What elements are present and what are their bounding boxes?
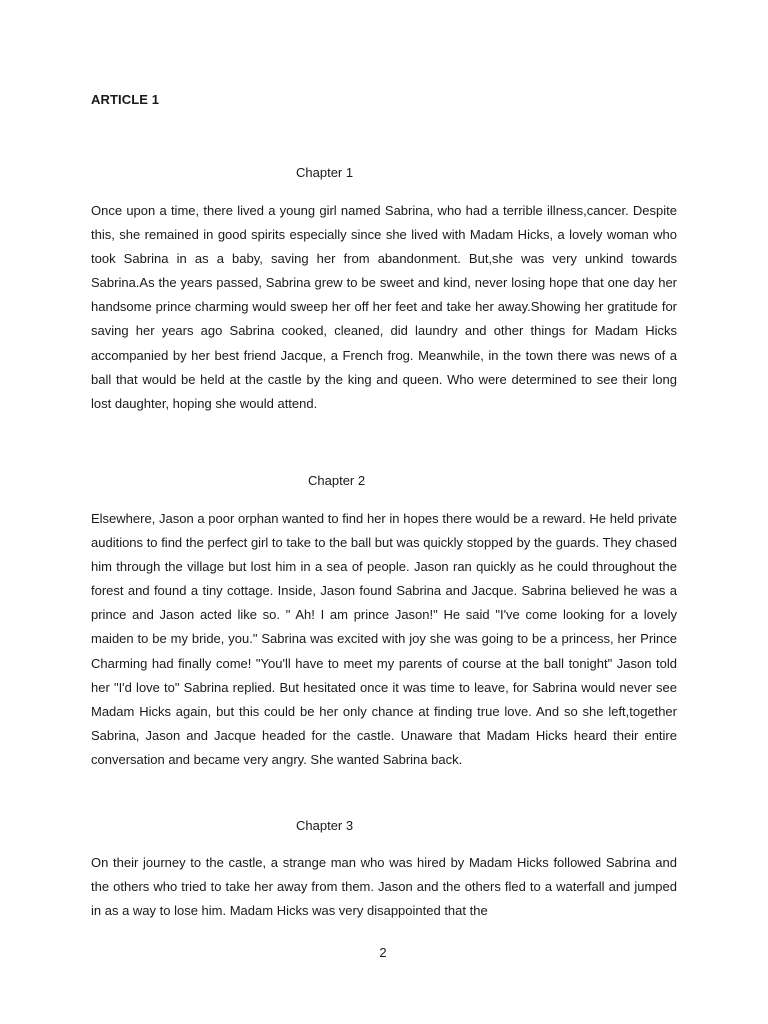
- chapter-2-paragraph: Elsewhere, Jason a poor orphan wanted to find her in hopes there would be a reward. He held private auditions to find the perfect girl to take to the ball but was quickly stopped by the guards. They chased him through the village but lost him in a sea of people. Jason ran quickly as he could throughout the forest and found a tiny cottage. Inside, Jason found Sabrina and Jacque. Sabrina believed he was a prince and Jason acted like so. " Ah! I am prince Jason!" He said "I've come looking for a lovely maiden to be my bride, you." Sabrina was excited with joy she was going to be a princess, her Prince Charming had finally come! "You'll have to meet my parents of course at the ball tonight" Jason told her "I'd love to" Sabrina replied. But hesitated once it was time to leave, for Sabrina would never see Madam Hicks again, but this could be her only chance at finding true love. And so she left,together Sabrina, Jason and Jacque headed for the castle. Unaware that Madam Hicks heard their entire conversation and became very angry. She wanted Sabrina back.: [91, 511, 677, 767]
- article-heading: ARTICLE 1: [91, 92, 160, 107]
- chapter-1-title: Chapter 1: [296, 165, 354, 180]
- chapter-3-paragraph: On their journey to the castle, a strange man who was hired by Madam Hicks followed Sabrina and the others who tried to take her away from them. Jason and the others fled to a waterfall and jumped in as a way to lose him. Madam Hicks was very disappointed that the: [91, 855, 677, 919]
- chapter-1-paragraph: Once upon a time, there lived a young girl named Sabrina, who had a terrible illness,cancer. Despite this, she remained in good spirits especially since she lived with Madam Hicks, a lovely woman who took Sabrina in as a baby, saving her from abandonment. But,she was very unkind towards Sabrina.As the years passed, Sabrina grew to be sweet and kind, never losing hope that one day her handsome prince charming would sweep her off her feet and take her away.Showing her gratitude for saving her years ago Sabrina cooked, cleaned, did laundry and other things for Madam Hicks accompanied by her best friend Jacque, a French frog. Meanwhile, in the town there was news of a ball that would be held at the castle by the king and queen. Who were determined to see their long lost daughter, hoping she would attend.: [91, 203, 677, 411]
- chapter-2-title: Chapter 2: [308, 473, 366, 488]
- page-number: 2: [379, 945, 387, 960]
- page-number-footer: [0, 945, 768, 960]
- chapter-3-title: Chapter 3: [296, 818, 354, 833]
